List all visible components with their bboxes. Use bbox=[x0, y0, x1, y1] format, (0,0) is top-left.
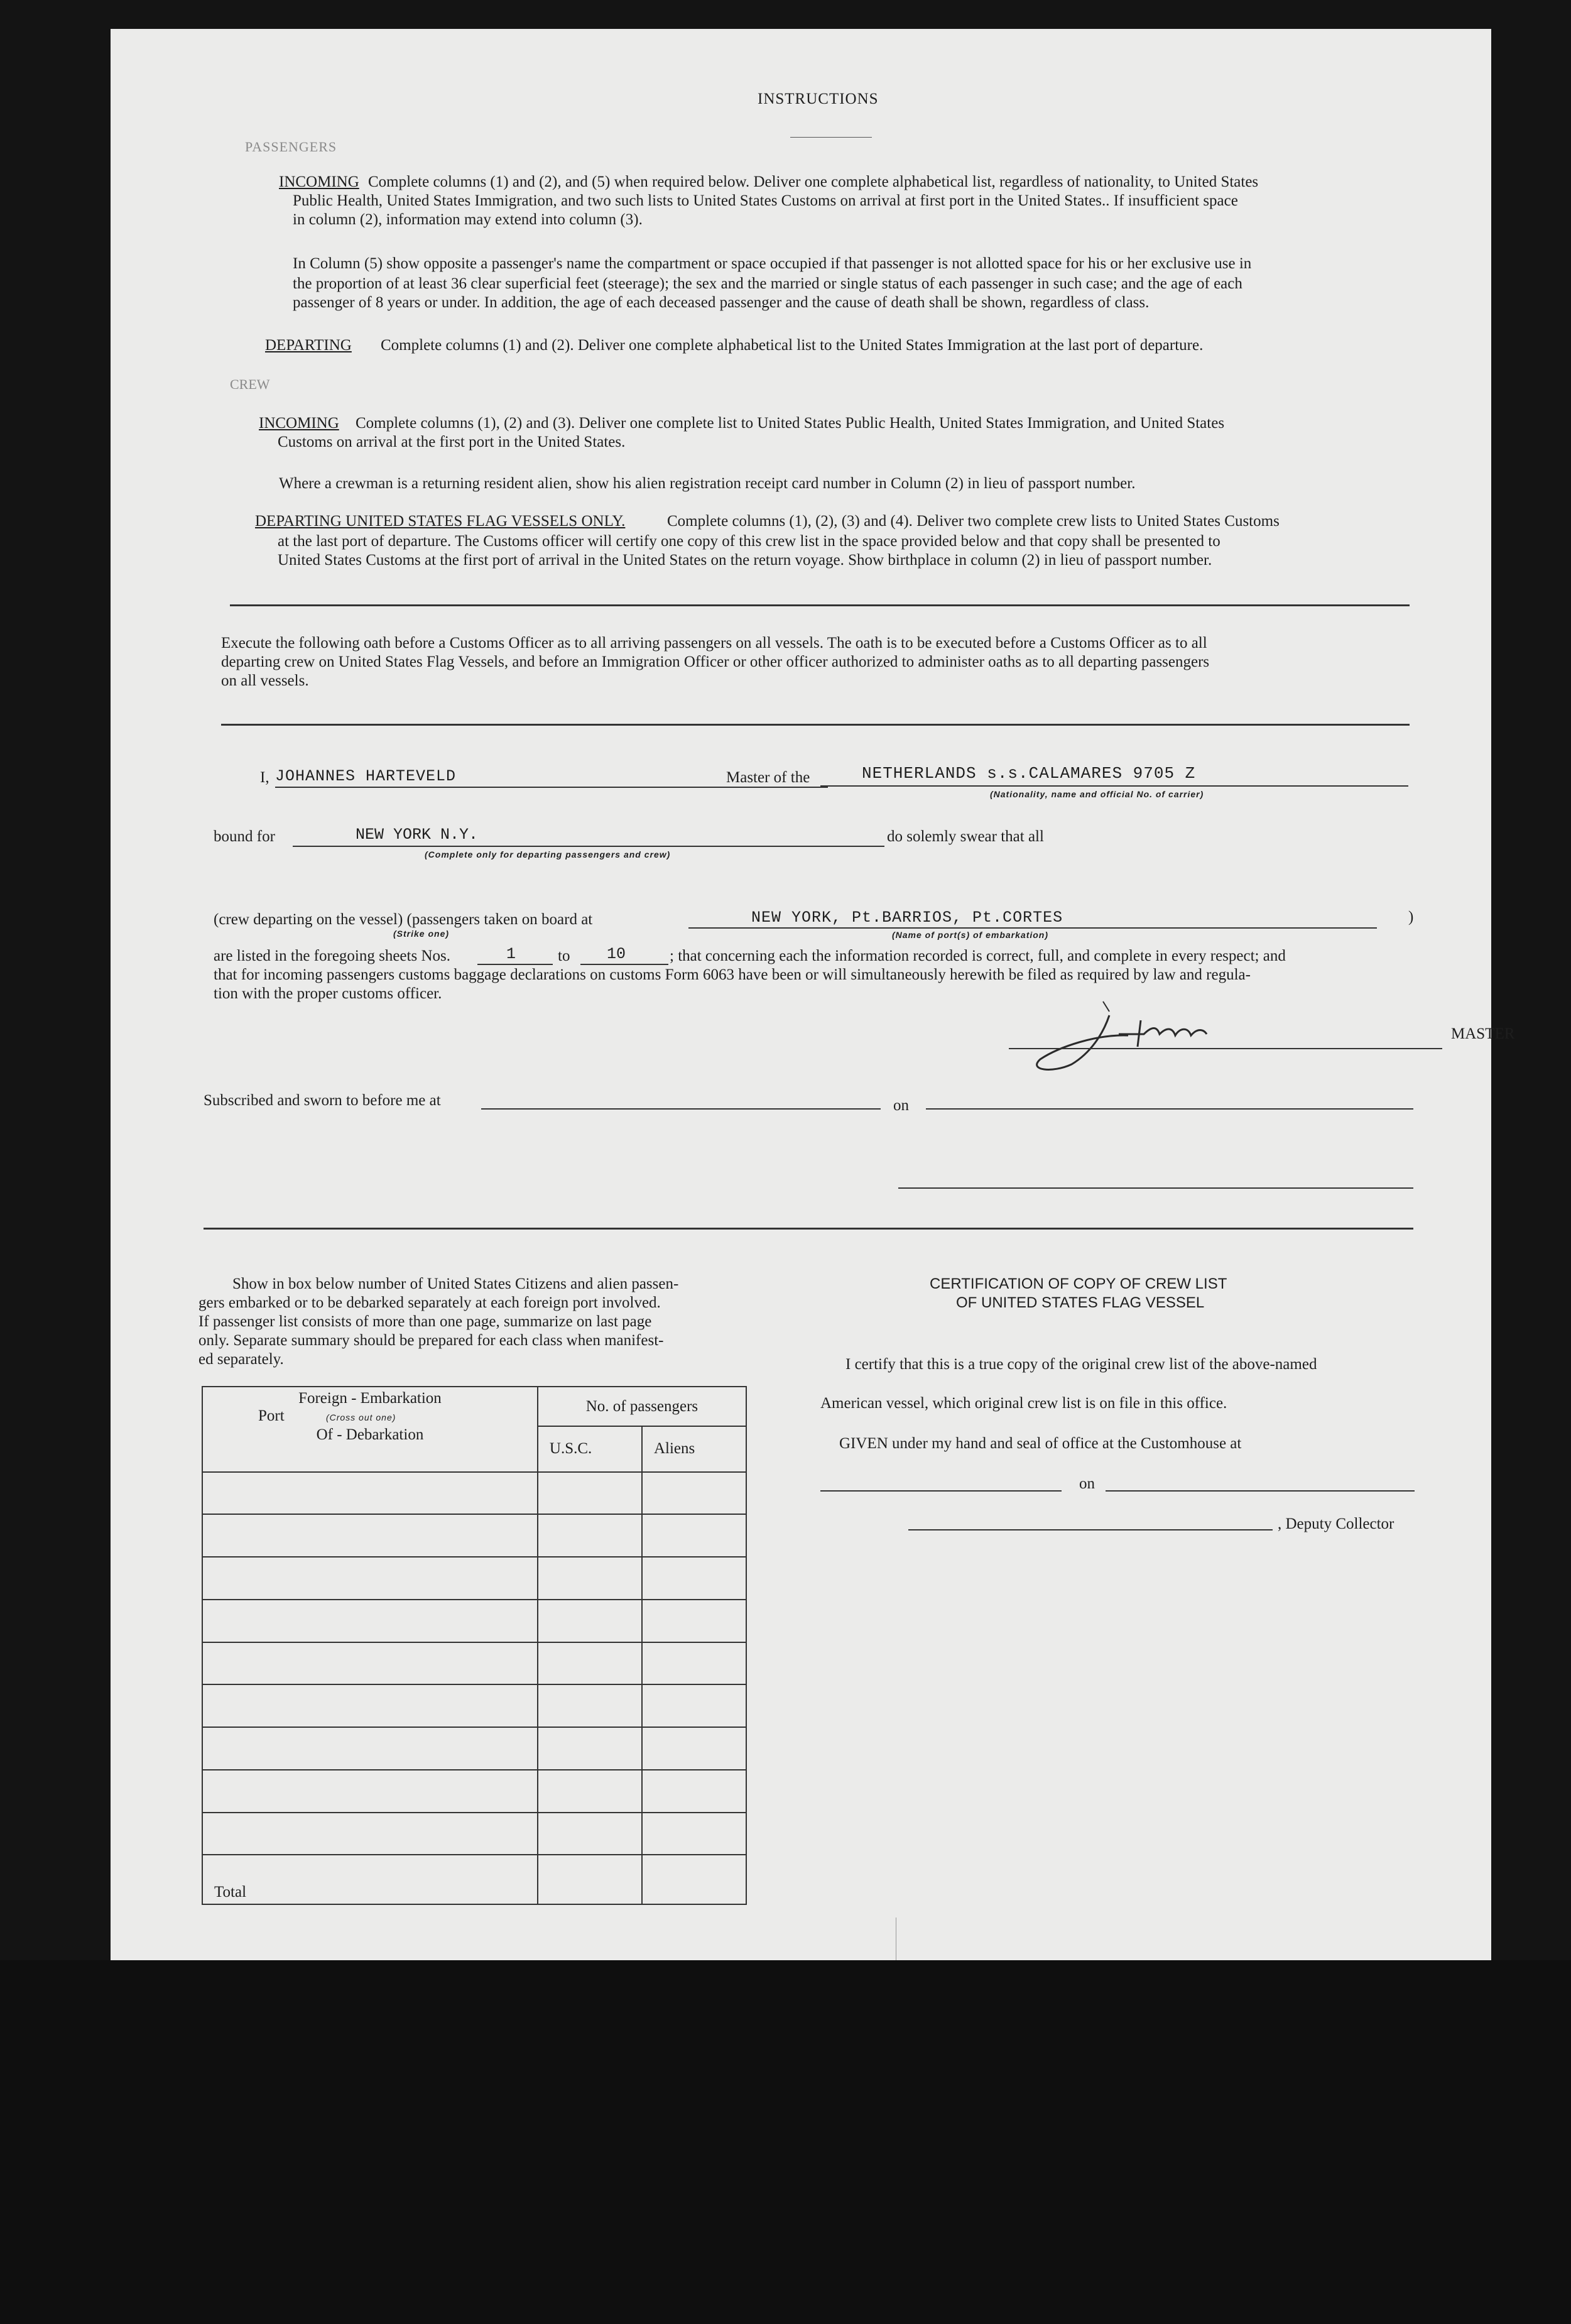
vessel-line bbox=[820, 785, 1408, 787]
summary-instruction-line4: only. Separate summary should be prepared for each class when manifest- bbox=[198, 1332, 664, 1349]
passengers-departing-label: DEPARTING bbox=[265, 337, 352, 354]
customhouse-date-line bbox=[1106, 1490, 1415, 1492]
certification-line2: American vessel, which original crew list is on file in this office. bbox=[820, 1395, 1227, 1412]
certification-title-line2: OF UNITED STATES FLAG VESSEL bbox=[956, 1294, 1205, 1311]
section-divider-3 bbox=[204, 1228, 1413, 1230]
embarkation-ports: NEW YORK, Pt.BARRIOS, Pt.CORTES bbox=[751, 908, 1063, 927]
oath-intro-line3: on all vessels. bbox=[221, 672, 309, 689]
ports-line bbox=[688, 927, 1377, 929]
summary-instruction-line1: Show in box below number of United States Citizens and alien passen- bbox=[232, 1275, 679, 1292]
officer-signature-line bbox=[898, 1187, 1413, 1189]
crew-incoming-line1: Complete columns (1), (2) and (3). Deliver one complete list to United States Public Health, United States Immigration, and United States bbox=[356, 415, 1225, 432]
summary-instruction-line3: If passenger list consists of more than one page, summarize on last page bbox=[198, 1313, 652, 1330]
ports-caption: (Name of port(s) of embarkation) bbox=[892, 930, 1049, 940]
port-column-header bbox=[202, 1387, 538, 1472]
crew-heading: CREW bbox=[230, 376, 270, 392]
sworn-date-line bbox=[926, 1108, 1413, 1110]
certification-line3: GIVEN under my hand and seal of office at the Customhouse at bbox=[839, 1435, 1242, 1452]
paren-close: ) bbox=[1408, 908, 1414, 925]
aliens-column-header: Aliens bbox=[642, 1426, 746, 1471]
vessel-caption: (Nationality, name and official No. of carrier) bbox=[990, 789, 1204, 799]
passengers-incoming-line2: Public Health, United States Immigration, and two such lists to United States Customs on arrival at first port in the United States.. If insufficient space bbox=[293, 192, 1238, 209]
master-of-label: Master of the bbox=[726, 769, 810, 786]
destination-line bbox=[293, 846, 884, 847]
certification-line1: I certify that this is a true copy of the original crew list of the above-named bbox=[845, 1356, 1317, 1373]
crew-resident-text: Where a crewman is a returning resident alien, show his alien registration receipt card number in Column (2) in lieu of passport number. bbox=[279, 475, 1136, 492]
master-name: JOHANNES HARTEVELD bbox=[275, 767, 457, 785]
table-row bbox=[202, 1642, 746, 1685]
table-row bbox=[202, 1600, 746, 1642]
customhouse-place-line bbox=[820, 1490, 1062, 1492]
crew-departing-line3: United States Customs at the first port of arrival in the United States on the return voyage. Show birthplace in column (2) in lieu of passport number. bbox=[278, 552, 1212, 569]
total-row bbox=[202, 1855, 746, 1904]
listed-label: are listed in the foregoing sheets Nos. bbox=[214, 947, 450, 964]
bound-label: bound for bbox=[214, 828, 275, 845]
crew-incoming-label: INCOMING bbox=[259, 415, 339, 432]
subscribed-label: Subscribed and sworn to before me at bbox=[204, 1092, 441, 1109]
section-divider-2 bbox=[221, 724, 1410, 726]
baggage-line2: tion with the proper customs officer. bbox=[214, 985, 442, 1002]
summary-instruction-line2: gers embarked or to be debarked separately at each foreign port involved. bbox=[198, 1294, 661, 1311]
table-row bbox=[202, 1684, 746, 1727]
passengers-departing-text: Complete columns (1) and (2). Deliver one complete alphabetical list to the United States Immigration at the last port of departure. bbox=[381, 337, 1204, 354]
table-row bbox=[202, 1472, 746, 1515]
destination-caption: (Complete only for departing passengers and crew) bbox=[425, 849, 671, 859]
master-label: MASTER bbox=[1451, 1025, 1515, 1042]
vessel-name: NETHERLANDS s.s.CALAMARES 9705 Z bbox=[862, 764, 1196, 783]
subscribed-place-line bbox=[481, 1108, 881, 1110]
crew-incoming-line2: Customs on arrival at the first port in the United States. bbox=[278, 434, 626, 450]
column5-line3: passenger of 8 years or under. In addition, the age of each deceased passenger and the cause of death shall be shown, regardless of class. bbox=[293, 294, 1150, 311]
i-label: I, bbox=[260, 769, 269, 786]
deputy-collector-label: , Deputy Collector bbox=[1278, 1515, 1394, 1532]
oath-intro-line2: departing crew on United States Flag Vessels, and before an Immigration Officer or other officer authorized to administer oaths as to all departing passengers bbox=[221, 653, 1210, 670]
table-row bbox=[202, 1813, 746, 1855]
sworn-on-label: on bbox=[893, 1097, 909, 1114]
listed-rest: ; that concerning each the information recorded is correct, full, and complete in every respect; and bbox=[670, 947, 1286, 964]
column5-line1: In Column (5) show opposite a passenger's name the compartment or space occupied if that passenger is not allotted space for his or her exclusive use in bbox=[293, 255, 1252, 272]
oath-intro-line1: Execute the following oath before a Customs Officer as to all arriving passengers on all vessels. The oath is to be executed before a Customs Officer as to all bbox=[221, 635, 1207, 652]
passengers-incoming-line1: Complete columns (1) and (2), and (5) when required below. Deliver one complete alphabetical list, regardless of nationality, to United States bbox=[368, 173, 1259, 190]
master-signature-line bbox=[1009, 1048, 1442, 1049]
table-row bbox=[202, 1557, 746, 1600]
title-divider bbox=[790, 137, 872, 138]
passengers-heading: PASSENGERS bbox=[245, 139, 337, 155]
total-label: Total bbox=[202, 1855, 538, 1904]
usc-column-header: U.S.C. bbox=[538, 1426, 642, 1471]
document-page bbox=[111, 29, 1515, 1960]
port-header-line1: Foreign - Embarkation bbox=[298, 1390, 442, 1407]
sheet-from: 1 bbox=[506, 945, 516, 963]
destination: NEW YORK N.Y. bbox=[356, 826, 479, 844]
cross-out-caption: (Cross out one) bbox=[325, 1412, 396, 1422]
crew-departing-line2: at the last port of departure. The Customs officer will certify one copy of this crew list in the space provided below and that copy shall be presented to bbox=[278, 533, 1220, 550]
passengers-incoming-line3: in column (2), information may extend into column (3). bbox=[293, 211, 643, 228]
sheet-to: 10 bbox=[607, 945, 626, 963]
passenger-summary-table bbox=[202, 1386, 747, 1905]
table-row bbox=[202, 1514, 746, 1557]
swear-text: do solemly swear that all bbox=[887, 828, 1044, 845]
instructions-title: INSTRUCTIONS bbox=[758, 90, 879, 107]
baggage-line1: that for incoming passengers customs baggage declarations on customs Form 6063 have been or will simultaneously herewith be filed as required by law and regula- bbox=[214, 966, 1251, 983]
strike-caption: (Strike one) bbox=[393, 929, 450, 939]
master-signature bbox=[1015, 990, 1241, 1078]
scan-background bbox=[0, 1960, 1571, 2324]
table-row bbox=[202, 1770, 746, 1813]
passengers-incoming-label: INCOMING bbox=[279, 173, 359, 190]
deputy-collector-signature-line bbox=[908, 1529, 1273, 1530]
summary-instruction-line5: ed separately. bbox=[198, 1351, 284, 1368]
certification-title-line1: CERTIFICATION OF COPY OF CREW LIST bbox=[930, 1275, 1227, 1292]
crew-departing-line1: Complete columns (1), (2), (3) and (4). Deliver two complete crew lists to United States Customs bbox=[667, 513, 1280, 530]
passengers-column-header: No. of passengers bbox=[538, 1387, 746, 1426]
table-row bbox=[202, 1727, 746, 1770]
port-header-line3: Of - Debarkation bbox=[316, 1426, 424, 1443]
crew-departing-label: DEPARTING UNITED STATES FLAG VESSELS ONLY. bbox=[255, 513, 626, 530]
section-divider-1 bbox=[230, 604, 1410, 606]
to-label: to bbox=[558, 947, 570, 964]
crew-passengers-text: (crew departing on the vessel) (passengers taken on board at bbox=[214, 911, 593, 928]
port-header-line2: Port bbox=[258, 1407, 285, 1424]
certification-on-label: on bbox=[1079, 1475, 1095, 1492]
column5-line2: the proportion of at least 36 clear superficial feet (steerage); the sex and the married or single status of each passenger in such case; and the age of each bbox=[293, 275, 1242, 292]
